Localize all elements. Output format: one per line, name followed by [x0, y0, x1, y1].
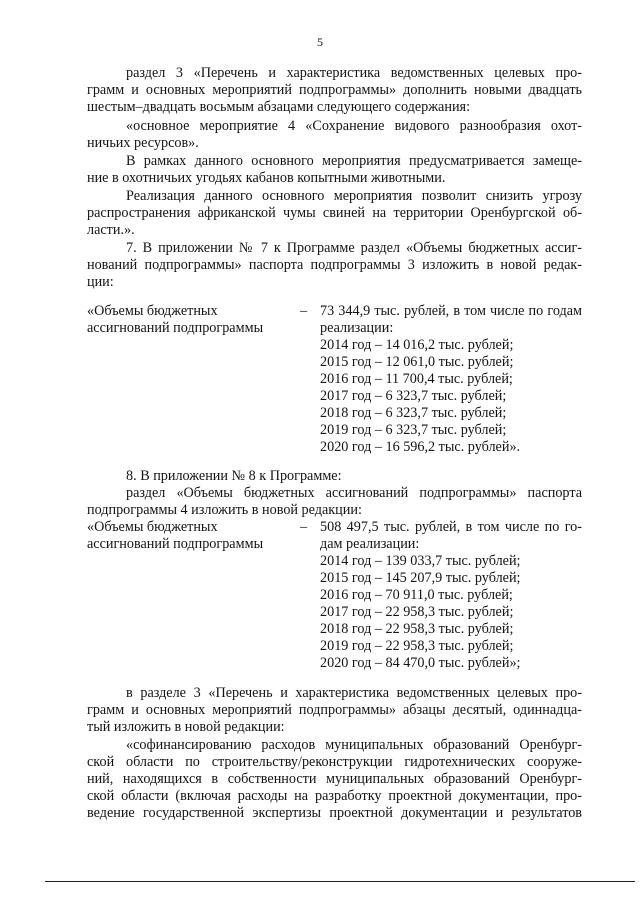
text-line: «основное мероприятие 4 «Сохранение видового разнообразия охот-	[126, 118, 582, 134]
table-value-line: 2018 год – 22 958,3 тыс. рублей;	[320, 621, 514, 637]
text-line: в разделе 3 «Перечень и характеристика ведомственных целевых про-	[126, 685, 582, 701]
text-line: раздел «Объемы бюджетных ассигнований подпрограммы» паспорта	[126, 485, 582, 501]
table-value-line: 2017 год – 22 958,3 тыс. рублей;	[320, 604, 514, 620]
table-label-line: ассигнований подпрограммы	[87, 320, 264, 336]
table-dash: –	[300, 303, 308, 319]
text-line: ний, находящихся в собственности муниципальных образований Оренбург-	[87, 771, 582, 787]
table-value-line: 2015 год – 12 061,0 тыс. рублей;	[320, 354, 514, 370]
table-dash: –	[300, 519, 308, 535]
table-label-line: ассигнований подпрограммы	[87, 536, 264, 552]
text-line: 8. В приложении № 8 к Программе:	[126, 468, 342, 484]
text-line: раздел 3 «Перечень и характеристика ведомственных целевых про-	[126, 65, 582, 81]
table-value-line: 508 497,5 тыс. рублей, в том числе по го-	[320, 519, 582, 535]
page-number: 5	[317, 35, 323, 49]
text-line: шестым–двадцать восьмым абзацами следующего содержания:	[87, 99, 471, 115]
text-line: грамм и основных мероприятий подпрограммы» дополнить новыми двадцать	[87, 82, 582, 98]
table-value-line: 2016 год – 70 911,0 тыс. рублей;	[320, 587, 513, 603]
text-line: подпрограммы 4 изложить в новой редакции:	[87, 502, 362, 518]
text-line: «софинансированию расходов муниципальных образований Оренбург-	[126, 737, 582, 753]
text-line: В рамках данного основного мероприятия предусматривается замеще-	[126, 153, 582, 169]
table-value-line: 2019 год – 6 323,7 тыс. рублей;	[320, 422, 507, 438]
table-value-line: 2020 год – 84 470,0 тыс. рублей»;	[320, 655, 521, 671]
table-value-line: 2018 год – 6 323,7 тыс. рублей;	[320, 405, 507, 421]
text-line: тый изложить в новой редакции:	[87, 719, 285, 735]
text-line: распространения африканской чумы свиней на территории Оренбургской об-	[87, 205, 582, 221]
text-line: ской области (включая расходы на разработку проектной документации, про-	[87, 788, 582, 804]
table-label-line: «Объемы бюджетных	[87, 519, 218, 535]
text-line: грамм и основных мероприятий подпрограммы» абзацы десятый, одиннадца-	[87, 702, 582, 718]
bottom-rule	[45, 881, 635, 882]
text-line: ской области по строительству/реконструкции гидротехнических сооруже-	[87, 754, 582, 770]
text-line: Реализация данного основного мероприятия позволит снизить угрозу	[126, 188, 582, 204]
table-label-line: «Объемы бюджетных	[87, 303, 218, 319]
table-value-line: дам реализации:	[320, 536, 420, 552]
text-line: 7. В приложении № 7 к Программе раздел «Объемы бюджетных ассиг-	[126, 240, 582, 256]
table-value-line: 2020 год – 16 596,2 тыс. рублей».	[320, 439, 521, 455]
text-line: ции:	[87, 274, 114, 290]
table-value-line: реализации:	[320, 320, 394, 336]
text-line: нований подпрограммы» паспорта подпрограммы 3 изложить в новой редак-	[87, 257, 582, 273]
table-value-line: 2014 год – 14 016,2 тыс. рублей;	[320, 337, 514, 353]
text-line: ние в охотничьих угодьях кабанов копытными животными.	[87, 170, 446, 186]
table-value-line: 2017 год – 6 323,7 тыс. рублей;	[320, 388, 507, 404]
text-line: ведение государственной экспертизы проектной документации и результатов	[87, 805, 582, 821]
text-line: ничьих ресурсов».	[87, 135, 199, 151]
table-value-line: 2015 год – 145 207,9 тыс. рублей;	[320, 570, 521, 586]
table-value-line: 2014 год – 139 033,7 тыс. рублей;	[320, 553, 521, 569]
table-value-line: 2019 год – 22 958,3 тыс. рублей;	[320, 638, 514, 654]
table-value-line: 2016 год – 11 700,4 тыс. рублей;	[320, 371, 513, 387]
text-line: ласти.».	[87, 222, 135, 238]
table-value-line: 73 344,9 тыс. рублей, в том числе по годам	[320, 303, 582, 319]
